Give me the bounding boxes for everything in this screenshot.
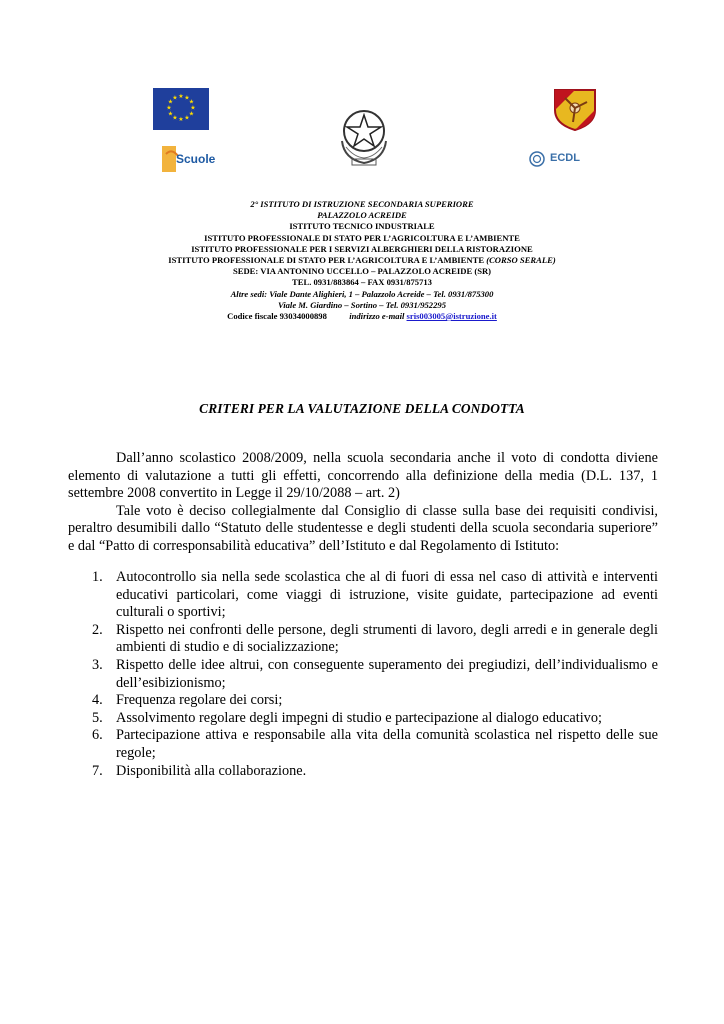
sicily-region-shield-icon: [551, 88, 599, 132]
list-item: 7. Disponibilità alla collaborazione.: [92, 762, 307, 779]
svg-text:★: ★: [166, 104, 172, 112]
scuole-logo-text: Scuole: [176, 152, 216, 166]
email-link[interactable]: sris003005@istruzione.it: [406, 311, 497, 322]
institution-header: [60, 199, 664, 322]
list-item: 1. Autocontrollo sia nella sede scolastica che al di fuori di essa nel caso di attività e interventi educativi particolari, come viaggi di istruzione, visite guidate, partecipazione ad eventi culturali o sportivi;: [92, 569, 658, 621]
scuole-logo: [160, 144, 216, 174]
svg-text:★: ★: [178, 93, 184, 100]
header-line-4: ISTITUTO PROFESSIONALE DI STATO PER L’AGRICOLTURA E L’AMBIENTE: [204, 232, 520, 243]
header-line-5: ISTITUTO PROFESSIONALE PER I SERVIZI ALBERGHIERI DELLA RISTORAZIONE: [191, 243, 533, 254]
header-line-2: PALAZZOLO ACREIDE: [317, 210, 407, 221]
header-line-6-serale: (CORSO SERALE): [486, 255, 556, 266]
header-line-7: SEDE: VIA ANTONINO UCCELLO – PALAZZOLO ACREIDE (SR): [232, 266, 492, 277]
list-item: 4. Frequenza regolare dei corsi;: [92, 692, 283, 709]
paragraph-1: Dall’anno scolastico 2008/2009, nella scuola secondaria anche il voto di condotta diviene elemento di valutazione a tutti gli effetti, concorrendo alla definizione della media (D.L. 137, 1 settembre 2008 convertito in Legge il 29/10/2088 – art. 2): [68, 450, 658, 502]
header-codes-line: [60, 311, 664, 322]
svg-text:★: ★: [167, 98, 174, 106]
svg-text:★: ★: [184, 94, 190, 102]
document-body: [68, 450, 658, 556]
list-item: 2. Rispetto nei confronti delle persone, degli strumenti di lavoro, degli arredi e in generale degli ambienti di studio e di socializzazione;: [92, 621, 658, 656]
criteria-list: [68, 569, 658, 780]
fiscal-code: Codice fiscale 93034000898: [227, 311, 327, 322]
header-line-3: ISTITUTO TECNICO INDUSTRIALE: [289, 221, 435, 232]
svg-text:★: ★: [190, 104, 196, 112]
svg-text:★: ★: [188, 110, 195, 118]
svg-text:★: ★: [188, 98, 195, 106]
svg-text:★: ★: [172, 94, 178, 102]
ecdl-logo-text: ECDL: [550, 152, 580, 164]
svg-text:★: ★: [178, 116, 184, 123]
list-item: 3. Rispetto delle idee altrui, con conseguente superamento dei pregiudizi, dell’individualismo e dell’esibizionismo;: [92, 656, 658, 691]
email-label: indirizzo e-mail: [349, 311, 405, 322]
svg-text:★: ★: [167, 110, 174, 118]
italian-republic-emblem-icon: [334, 101, 394, 169]
header-line-10: Viale M. Giardino – Sortino – Tel. 0931/952295: [277, 299, 446, 310]
header-line-9: Altre sedi: Viale Dante Alighieri, 1 – Palazzolo Acreide – Tel. 0931/875300: [230, 288, 494, 299]
paragraph-2: Tale voto è deciso collegialmente dal Consiglio di classe sulla base dei requisiti condivisi, peraltro desumibili dallo “Statuto delle studentesse e degli studenti della scuola secondaria superiore” e dal “Patto di corresponsabilità educativa” dell’Istituto e dal Regolamento di Istituto:: [68, 502, 658, 554]
header-line-8: TEL. 0931/883864 – FAX 0931/875713: [292, 277, 432, 288]
ecdl-logo: [528, 150, 588, 168]
header-line-1: 2° ISTITUTO DI ISTRUZIONE SECONDARIA SUPERIORE: [250, 199, 474, 209]
eu-flag-icon: [153, 88, 209, 130]
header-line-6: [60, 255, 664, 266]
svg-text:★: ★: [172, 114, 178, 122]
list-item: 6. Partecipazione attiva e responsabile alla vita della comunità scolastica nel rispetto delle sue regole;: [92, 727, 658, 761]
header-line-6-main: ISTITUTO PROFESSIONALE DI STATO PER L’AGRICOLTURA E L’AMBIENTE: [168, 255, 485, 266]
list-item: 5. Assolvimento regolare degli impegni di studio e partecipazione al dialogo educativo;: [92, 709, 602, 726]
svg-text:★: ★: [184, 114, 190, 122]
document-title: CRITERI PER LA VALUTAZIONE DELLA CONDOTTA: [199, 401, 525, 416]
